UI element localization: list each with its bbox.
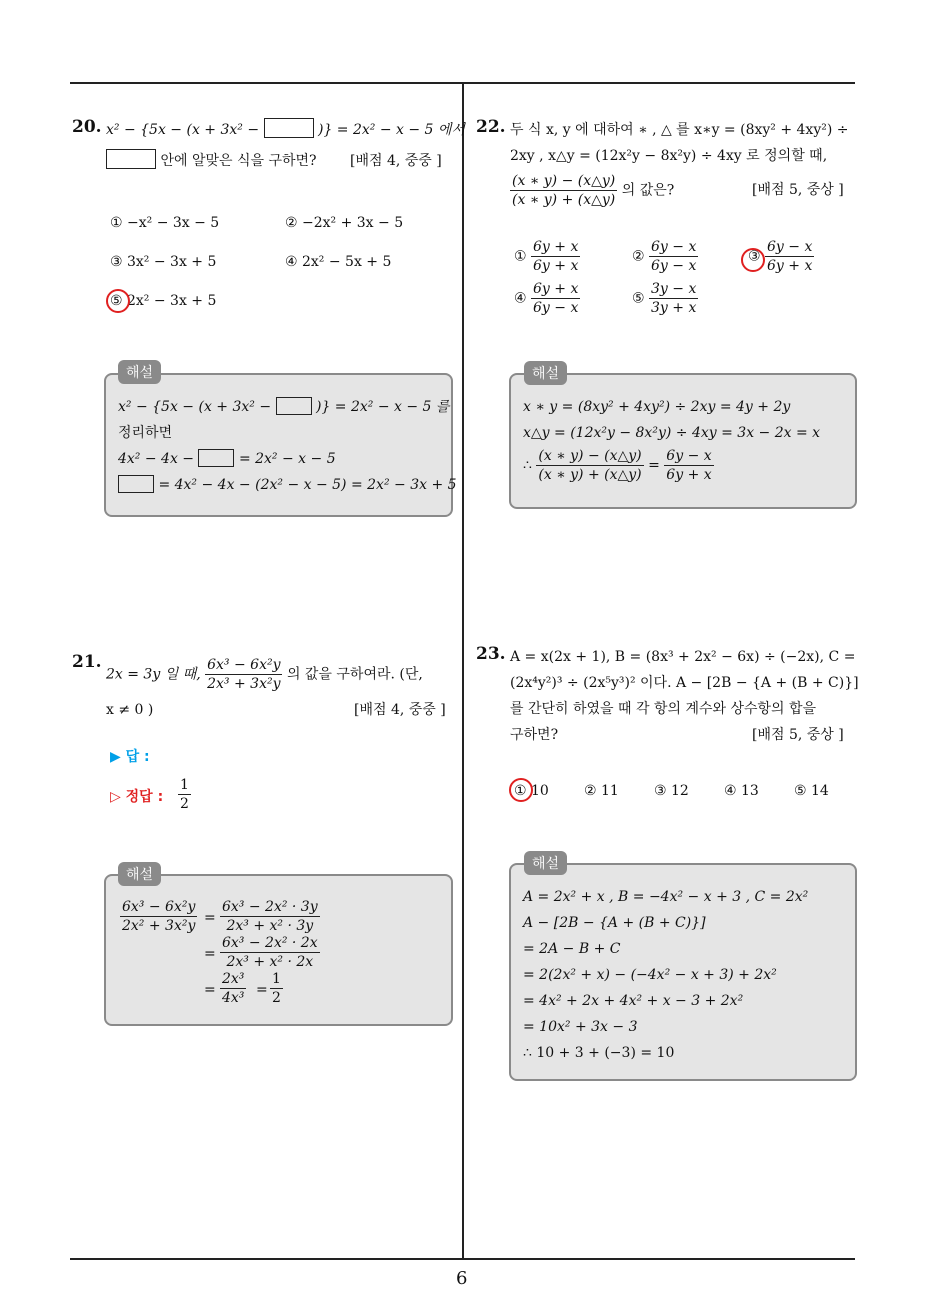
column-divider <box>462 84 464 1260</box>
q20-ex-line3: 4x² − 4x − = 2x² − x − 5 <box>118 451 336 467</box>
q20-line1: x² − {5x − (x + 3x² − )} = 2x² − x − 5 에서 <box>106 117 465 143</box>
q22-explanation-tag: 해설 <box>524 361 567 385</box>
q20-explanation-tag: 해설 <box>118 360 161 384</box>
q22-option-3[interactable]: ③ $\frac{6y - x}{6y + x}$ <box>748 239 813 274</box>
q22-line1: 두 식 x, y 에 대하여 ∗ , △ 를 x∗y = (8xy² + 4xy²) ÷ <box>510 122 849 138</box>
q21-correct-value: $\frac{1}{2}$ <box>180 777 189 812</box>
q23-line1: A = x(2x + 1), B = (8x³ + 2x² − 6x) ÷ (−2x), C = <box>510 649 856 665</box>
q20-blank-box-2 <box>106 149 156 169</box>
q20-ex-blank <box>276 397 312 415</box>
q21-ex-eq2: = <box>204 946 216 962</box>
q21-line1: 2x = 3y 일 때, $\frac{\text{6x³ − 6x²y}}{\text{2x³ + 3x²y}}$ 의 값을 구하여라. (단, <box>106 657 423 692</box>
q21-ex-frac1: $\frac{\text{6x³ − 6x²y}}{\text{2x² + 3x²y}}$ <box>122 899 196 934</box>
q21-ex-eq4: = <box>256 982 268 998</box>
q23-ex-line1: A = 2x² + x , B = −4x² − x + 3 , C = 2x² <box>523 889 809 905</box>
q22-number: 22. <box>476 117 506 137</box>
q23-explanation-box <box>509 863 857 1081</box>
q22-option-2[interactable]: ② $\frac{6y - x}{6y - x}$ <box>632 239 697 274</box>
q23-ex-line3: = 2A − B + C <box>523 941 621 957</box>
q21-number: 21. <box>72 652 102 672</box>
q20-number: 20. <box>72 117 102 137</box>
q21-explanation-box <box>104 874 453 1026</box>
q22-ex-line2: x△y = (12x²y − 8x²y) ÷ 4xy = 3x − 2x = x <box>523 425 821 441</box>
q23-ex-line6: = 10x² + 3x − 3 <box>523 1019 638 1035</box>
q20-option-4[interactable]: ④ 2x² − 5x + 5 <box>285 254 392 270</box>
q21-ex-frac5: $\frac{1}{2}$ <box>272 971 281 1006</box>
q23-line3: 를 간단히 하였을 때 각 항의 계수와 상수항의 합을 <box>510 701 817 717</box>
q20-option-2[interactable]: ② −2x² + 3x − 5 <box>285 215 404 231</box>
q23-option-2[interactable]: ② 11 <box>584 783 619 799</box>
q21-answer-label: ▶ 답 : <box>110 749 150 765</box>
q22-selected-circle <box>741 248 765 272</box>
q23-explanation-tag: 해설 <box>524 851 567 875</box>
q21-meta: [배점 4, 중중 ] <box>354 702 446 718</box>
q20-option-3[interactable]: ③ 3x² − 3x + 5 <box>110 254 217 270</box>
q20-ex-line4: = 4x² − 4x − (2x² − x − 5) = 2x² − 3x + 5 <box>118 473 457 497</box>
q20-option-5[interactable]: ⑤ 2x² − 3x + 5 <box>110 293 217 309</box>
q20-selected-circle <box>106 289 130 313</box>
q23-meta: [배점 5, 중상 ] <box>752 727 844 743</box>
q20-ex-line2: 정리하면 <box>118 425 173 441</box>
page-number: 6 <box>456 1268 468 1289</box>
q23-line2: (2x⁴y²)³ ÷ (2x⁵y³)² 이다. A − [2B − {A + (B + C)}] <box>510 675 859 691</box>
q22-line2: 2xy , x△y = (12x²y − 8x²y) ÷ 4xy 로 정의할 때, <box>510 148 828 164</box>
q21-ex-frac4: $\frac{\text{2x³}}{\text{4x³}}$ <box>222 971 245 1006</box>
q20-line2: 안에 알맞은 식을 구하면? <box>106 148 317 174</box>
q23-number: 23. <box>476 644 506 664</box>
q22-option-5[interactable]: ⑤ $\frac{3y - x}{3y + x}$ <box>632 281 697 316</box>
q23-ex-line4: = 2(2x² + x) − (−4x² − x + 3) + 2x² <box>523 967 777 983</box>
q21-ex-frac2: $\frac{\text{6x³ − 2x² · 3y}}{\text{2x³ + x² · 3y}}$ <box>222 899 318 934</box>
q20-explanation-box <box>104 373 457 517</box>
q22-fraction: $\frac{(x ∗ y) - (x\triangle y)}{(x ∗ y) + (x\triangle y)}$ <box>512 173 616 208</box>
q22-option-1[interactable]: ① $\frac{6y + x}{6y + x}$ <box>514 239 579 274</box>
bottom-rule <box>70 1258 855 1260</box>
q22-explanation-box <box>509 373 857 509</box>
q20-ex-line1: x² − {5x − (x + 3x² − )} = 2x² − x − 5 를 <box>118 399 450 415</box>
q21-ex-eq1: = <box>204 910 216 926</box>
q23-option-5[interactable]: ⑤ 14 <box>794 783 829 799</box>
q22-ex-line1: x ∗ y = (8xy² + 4xy²) ÷ 2xy = 4y + 2y <box>523 399 791 415</box>
q21-ex-frac3: $\frac{\text{6x³ − 2x² · 2x}}{\text{2x³ + x² · 2x}}$ <box>222 935 318 970</box>
q22-option-4[interactable]: ④ $\frac{6y + x}{6y - x}$ <box>514 281 579 316</box>
q21-ex-eq3: = <box>204 982 216 998</box>
q20-option-1[interactable]: ① −x² − 3x − 5 <box>110 215 220 231</box>
q22-line3: $\frac{(x ∗ y) - (x\triangle y)}{(x ∗ y) + (x\triangle y)}$ 의 값은? <box>512 173 675 208</box>
q20-ex-blank-2 <box>198 449 234 467</box>
q23-selected-circle <box>509 778 533 802</box>
q23-option-1[interactable]: ① 10 <box>514 783 549 799</box>
q21-fraction: $\frac{\text{6x³ − 6x²y}}{\text{2x³ + 3x²y}}$ <box>207 657 281 692</box>
q21-line2: x ≠ 0 ) <box>106 702 154 718</box>
q23-ex-line7: ∴ 10 + 3 + (−3) = 10 <box>523 1045 675 1061</box>
q23-option-4[interactable]: ④ 13 <box>724 783 759 799</box>
q21-explanation-tag: 해설 <box>118 862 161 886</box>
q23-line4: 구하면? <box>510 727 559 743</box>
q21-correct-label: ▷ 정답 : <box>110 789 164 805</box>
q23-option-3[interactable]: ③ 12 <box>654 783 689 799</box>
q22-meta: [배점 5, 중상 ] <box>752 182 844 198</box>
q22-ex-line3: ∴ $\frac{(x ∗ y) - (x\triangle y)}{(x ∗ y) + (x\triangle y)}$ = $\frac{6y - x}{6y + x}$ <box>523 448 712 483</box>
q20-meta: [배점 4, 중중 ] <box>350 153 442 169</box>
q23-ex-line2: A − [2B − {A + (B + C)}] <box>523 915 706 931</box>
q20-blank-box <box>264 118 314 138</box>
q23-ex-line5: = 4x² + 2x + 4x² + x − 3 + 2x² <box>523 993 744 1009</box>
q20-ex-blank-3 <box>118 475 154 493</box>
